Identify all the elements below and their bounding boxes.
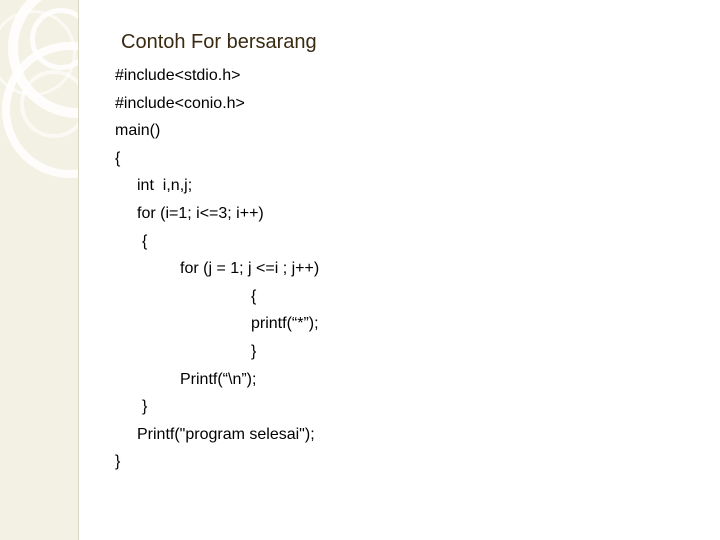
- code-line: #include<stdio.h>: [115, 67, 241, 84]
- code-line: }: [251, 343, 257, 360]
- code-line: {: [251, 288, 257, 305]
- code-line: {: [115, 150, 121, 167]
- code-line: printf(“*”);: [251, 315, 319, 332]
- code-line: for (i=1; i<=3; i++): [137, 205, 264, 222]
- decorative-ring: [20, 70, 79, 138]
- code-line: #include<conio.h>: [115, 95, 245, 112]
- code-line: }: [142, 398, 148, 415]
- decorative-sidebar: [0, 0, 79, 540]
- code-line: int i,n,j;: [137, 177, 193, 194]
- code-line: main(): [115, 122, 161, 139]
- code-line: Printf(“\n”);: [180, 371, 257, 388]
- slide-title: Contoh For bersarang: [121, 31, 317, 53]
- code-line: for (j = 1; j <=i ; j++): [180, 260, 320, 277]
- code-line: {: [142, 233, 148, 250]
- code-line: }: [115, 453, 121, 470]
- code-line: Printf("program selesai");: [137, 426, 315, 443]
